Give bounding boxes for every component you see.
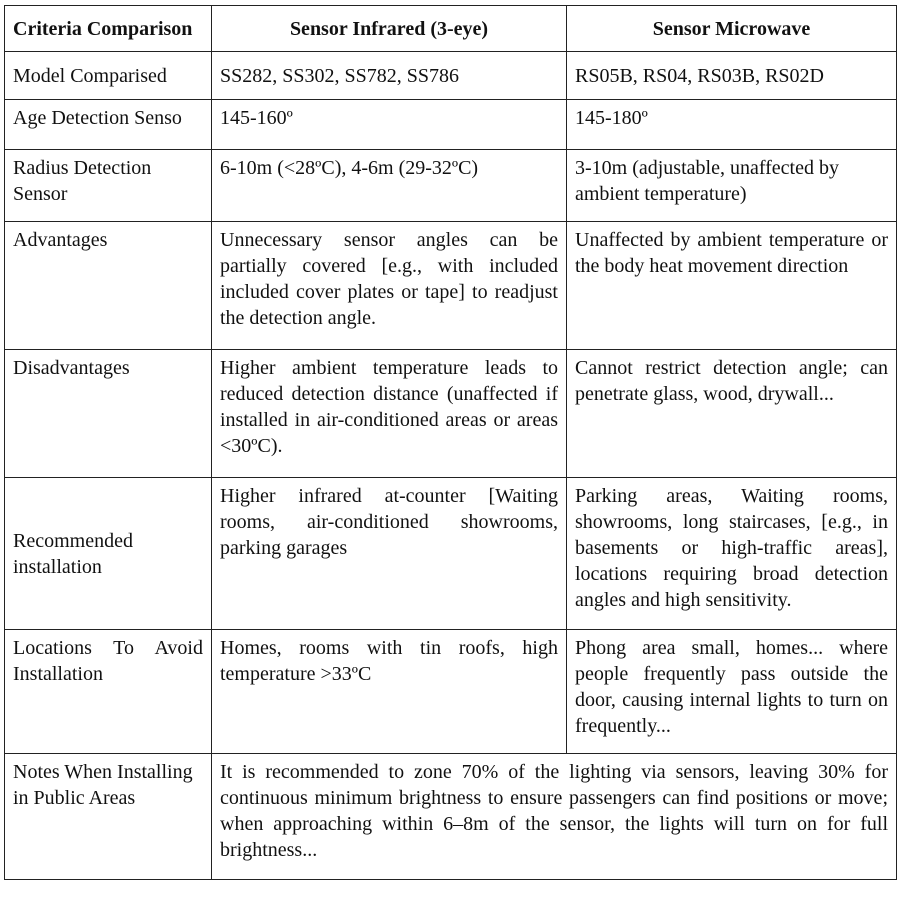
- header-criteria: Criteria Comparison: [5, 6, 212, 52]
- microwave-cell: Parking areas, Waiting rooms, showrooms, long staircases, [e.g., in basements or high-traffic areas], locations requiring broad detection angles and high sensitivity.: [567, 478, 897, 630]
- microwave-cell: RS05B, RS04, RS03B, RS02D: [567, 52, 897, 100]
- infrared-cell: Unnecessary sensor angles can be partially covered [e.g., with included included cover plates or tape] to readjust the detection angle.: [212, 222, 567, 350]
- infrared-cell: Higher infrared at-counter [Waiting rooms, air-conditioned showrooms, parking garages: [212, 478, 567, 630]
- table-row: [5, 100, 897, 150]
- row-label: Age Detection Senso: [5, 100, 212, 150]
- table-row: [5, 52, 897, 100]
- row-label: Model Comparised: [5, 52, 212, 100]
- row-label: Advantages: [5, 222, 212, 350]
- row-label: Disadvantages: [5, 350, 212, 478]
- table-row: [5, 150, 897, 222]
- comparison-table: [4, 5, 897, 880]
- row-label: Locations To Avoid Installation: [5, 630, 212, 754]
- header-infrared: Sensor Infrared (3-eye): [212, 6, 567, 52]
- infrared-cell: 145-160º: [212, 100, 567, 150]
- table-row: [5, 630, 897, 754]
- comparison-document: [4, 5, 896, 880]
- table-row: [5, 222, 897, 350]
- microwave-cell: 145-180º: [567, 100, 897, 150]
- row-label: Recommended installation: [5, 478, 212, 630]
- microwave-cell: Cannot restrict detection angle; can penetrate glass, wood, drywall...: [567, 350, 897, 478]
- infrared-cell: Homes, rooms with tin roofs, high temperature >33ºC: [212, 630, 567, 754]
- microwave-cell: Phong area small, homes... where people frequently pass outside the door, causing internal lights to turn on frequently...: [567, 630, 897, 754]
- row-label: Radius Detection Sensor: [5, 150, 212, 222]
- table-row: [5, 754, 897, 880]
- merged-notes-cell: It is recommended to zone 70% of the lighting via sensors, leaving 30% for continuous minimum brightness to ensure passengers can find positions or move; when approaching within 6–8m of the sensor, the lights will turn on for full brightness...: [212, 754, 897, 880]
- table-row: [5, 478, 897, 630]
- header-microwave: Sensor Microwave: [567, 6, 897, 52]
- microwave-cell: Unaffected by ambient temperature or the body heat movement direction: [567, 222, 897, 350]
- infrared-cell: 6-10m (<28ºC), 4-6m (29-32ºC): [212, 150, 567, 222]
- row-label: Notes When Installing in Public Areas: [5, 754, 212, 880]
- infrared-cell: Higher ambient temperature leads to reduced detection distance (unaffected if installed in air-conditioned areas or areas <30ºC).: [212, 350, 567, 478]
- microwave-cell: 3-10m (adjustable, unaffected by ambient temperature): [567, 150, 897, 222]
- table-row: [5, 350, 897, 478]
- infrared-cell: SS282, SS302, SS782, SS786: [212, 52, 567, 100]
- table-header-row: [5, 6, 897, 52]
